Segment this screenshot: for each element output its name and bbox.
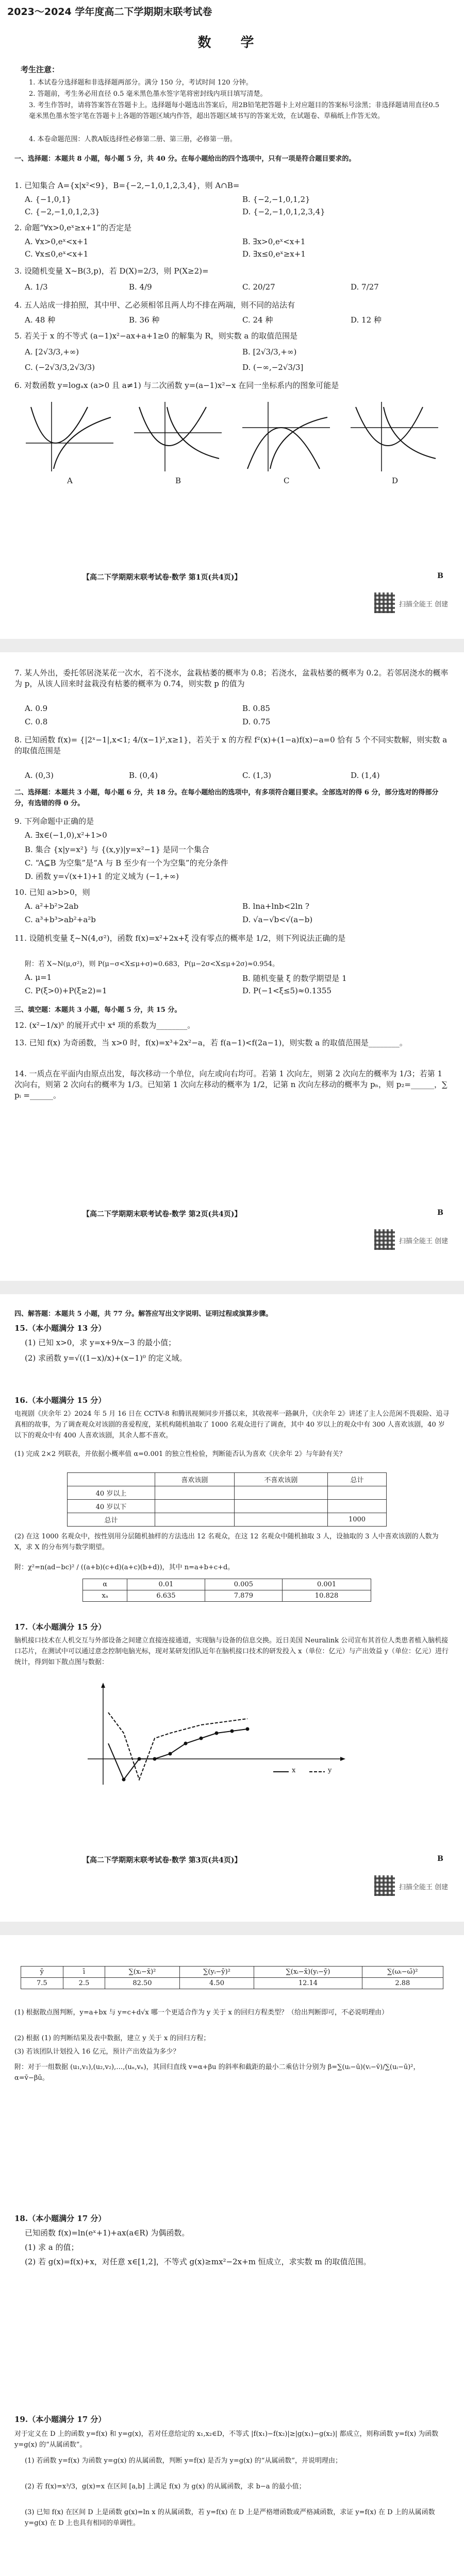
table-cell: 2.5 bbox=[63, 1978, 105, 1989]
exam-page-2 bbox=[0, 652, 464, 1281]
option: B. 4/9 bbox=[129, 282, 152, 292]
scatter-plot bbox=[72, 1682, 351, 1790]
table-header-row bbox=[68, 1473, 387, 1486]
table-header-cell: ȳ bbox=[21, 1967, 63, 1978]
option: C. (1,3) bbox=[242, 771, 272, 780]
question-stem: 14. 一质点在平面内由原点出发，每次移动一个单位，向左或向右均可。若第 1 次向左，则第 2 次向左的概率为 1/3；若第 1 次向右，则第 2 次向右的概率为 1/3。已知第 1 次向左移动的概率为 1/2，记第 n 次向左移动的概率为 pₙ，则 p₂=______，∑ pᵢ =______。 bbox=[14, 1069, 448, 1100]
option: C. {−2,−1,0,1,2,3} bbox=[25, 207, 100, 216]
subject-title: 数 学 bbox=[197, 35, 267, 50]
table-cell bbox=[234, 1513, 327, 1527]
notice-item: 1. 本试卷分选择题和非选择题两部分。满分 150 分，考试时间 120 分钟。 bbox=[29, 79, 253, 87]
page-separator bbox=[0, 1922, 464, 1935]
table-header-cell: ∑(xᵢ−x̄)(yᵢ−ȳ) bbox=[254, 1967, 362, 1978]
option: B. 0.85 bbox=[242, 704, 270, 713]
footer-text: 【高二下学期期末联考试卷·数学 第2页(共4页)】 bbox=[82, 1210, 242, 1218]
table-row bbox=[83, 1590, 371, 1602]
question-part: (2) 在这 1000 名观众中，按性别用分层随机抽样的方法选出 12 名观众，在这 12 名观众中随机抽取 3 人，设抽取的 3 人中喜欢该剧的人数为 X，求 X 的分布列与数学期望。 bbox=[14, 1533, 439, 1551]
option: B. {−2,−1,0,1,2} bbox=[242, 195, 310, 204]
legend-label: y bbox=[328, 1767, 332, 1774]
table-cell: 82.50 bbox=[105, 1978, 180, 1989]
graph-option-b bbox=[129, 397, 227, 474]
question-part: (1) 完成 2×2 列联表，并依据小概率值 α=0.001 的独立性检验，判断能否认为喜欢《庆余年 2》与年龄有关？ bbox=[14, 1450, 346, 1458]
table-cell: 7.5 bbox=[21, 1978, 63, 1989]
question-part: (3) 已知 f(x) 在区间 D 上是函数 g(x)=ln x 的从属函数，若 y=f(x) 在 D 上是严格增函数或严格减函数，求证 y=f(x) 在 D 上的从属函数 y=g(x) 在 D 上也具有相同的单调性。 bbox=[25, 2509, 435, 2527]
option: B. [2√3/3,+∞) bbox=[242, 347, 297, 357]
footer-code: B bbox=[437, 1855, 443, 1863]
option: B. 集合 {x|y=x²} 与 {(x,y)|y=x²−1} 是同一个集合 bbox=[25, 845, 209, 854]
option: A. μ=1 bbox=[25, 973, 52, 982]
question-part: (2) 若 f(x)=x³/3，g(x)=x 在区间 [a,b] 上满足 f(x) 为 g(x) 的从属函数，求 b−a 的最小值； bbox=[25, 2483, 306, 2490]
exam-page-3 bbox=[0, 1294, 464, 1922]
graph-label: D bbox=[392, 476, 399, 485]
option: D. P(−1<ξ≤5)≈0.1355 bbox=[242, 986, 332, 995]
question-paragraph: 电视剧《庆余年 2》2024 年 5 月 16 日在 CCTV-8 和腾讯视频同步开播以来，其收视率一路飙升，《庆余年 2》讲述了主人公范闲不畏艰险、追寻真相的故事，为了调查观众对该剧的喜爱程度，某机构随机抽取了 1000 名观众进行了调查，其中 40 岁以上的观众中有 300 人喜欢该剧，40 岁以下的观众中有 400 人喜欢该剧，其余人都不喜欢。 bbox=[14, 1410, 450, 1439]
scanner-watermark bbox=[374, 1229, 457, 1250]
question-stem: 11. 设随机变量 ξ~N(4,σ²)，函数 f(x)=x²+2x+ξ 没有零点的概率是 1/2，则下列说法正确的是 bbox=[14, 934, 346, 943]
question-stem: 6. 对数函数 y=logₐx (a>0 且 a≠1) 与二次函数 y=(a−1)x²−x 在同一坐标系内的图象可能是 bbox=[14, 381, 339, 390]
formula-note: 附：对于一组数据 (u₁,v₁),(u₂,v₂),…,(uₙ,vₙ)，其回归直线 v=α+βu 的斜率和截距的最小二乘估计分别为 β=∑(uᵢ−ū)(vᵢ−v̄)/∑(uᵢ−ū)²，α=v̄−βū。 bbox=[14, 2063, 420, 2082]
question-stem: 8. 已知函数 f(x)= {|2ˣ−1|,x<1; 4/(x−1)²,x≥1}，若关于 x 的方程 f²(x)+(1−a)f(x)−a=0 恰有 5 个不同实数解，则实数 a 的取值范围是 bbox=[14, 735, 448, 755]
option: D. 7/27 bbox=[351, 282, 379, 292]
question-part: (3) 若该团队计划投入 16 亿元，预计产出效益为多少？ bbox=[14, 2048, 180, 2056]
option: A. [2√3/3,+∞) bbox=[25, 347, 79, 357]
section-heading: 一、选择题：本题共 8 小题，每小题 5 分，共 40 分。在每小题给出的四个选项中，只有一项是符合题目要求的。 bbox=[14, 155, 356, 163]
table-cell: 7.879 bbox=[205, 1590, 282, 1602]
option: C. 20/27 bbox=[242, 282, 275, 292]
table-header-cell bbox=[68, 1473, 155, 1486]
question-hint: 附：若 X~N(μ,σ²)，则 P(μ−σ<X≤μ+σ)≈0.683，P(μ−2σ<X≤μ+2σ)≈0.954。 bbox=[25, 960, 279, 968]
table-header-cell: 0.001 bbox=[283, 1579, 371, 1590]
option: C. ∀x≤0,eˣ<x+1 bbox=[25, 249, 89, 259]
question-stem: 1. 已知集合 A={x|x²<9}，B={−2,−1,0,1,2,3,4}，则 A∩B= bbox=[14, 181, 240, 190]
question-stem: 已知函数 f(x)=ln(eˣ+1)+ax(a∈R) 为偶函数。 bbox=[25, 2228, 190, 2238]
option: D. (1,4) bbox=[351, 771, 380, 780]
statistics-table bbox=[21, 1966, 443, 1989]
table-cell: 40 岁以上 bbox=[68, 1486, 155, 1500]
legend-label: x bbox=[292, 1767, 296, 1774]
question-stem: 2. 命题“∀x>0,eˣ≥x+1”的否定是 bbox=[14, 223, 132, 232]
footer-code: B bbox=[437, 1209, 443, 1217]
option: A. ∀x>0,eˣ<x+1 bbox=[25, 237, 89, 246]
option: D. (−∞,−2√3/3] bbox=[242, 363, 304, 372]
table-header-cell: ∑(xᵢ−x̄)² bbox=[105, 1967, 180, 1978]
option: A. (0,3) bbox=[25, 771, 54, 780]
qr-code-icon bbox=[374, 592, 395, 613]
section-heading: 四、解答题：本题共 5 小题，共 77 分。解答应写出文字说明、证明过程或演算步骤。 bbox=[14, 1310, 273, 1318]
graph-option-a bbox=[21, 397, 119, 474]
critical-value-table bbox=[82, 1579, 371, 1602]
option: C. a³+b³>ab²+a²b bbox=[25, 915, 96, 924]
exam-title: 2023～2024 学年度高二下学期期末联考试卷 bbox=[7, 6, 212, 18]
option: B. ∃x>0,eˣ<x+1 bbox=[242, 237, 306, 246]
question-stem: 9. 下列命题中正确的是 bbox=[14, 817, 94, 826]
section-heading: 二、选择题：本题共 3 小题，每小题 6 分，共 18 分。在每小题给出的选项中，有多项符合题目要求。全部选对的得 6 分，部分选对的得部分分，有选错的得 0 分。 bbox=[14, 789, 439, 807]
question-title: 19.（本小题满分 17 分） bbox=[14, 2415, 106, 2424]
option: A. 48 种 bbox=[25, 315, 56, 325]
contingency-table bbox=[67, 1472, 387, 1527]
table-header-cell: ∑(ωᵢ−ω̄)² bbox=[362, 1967, 443, 1978]
graph-label: B bbox=[175, 476, 181, 485]
question-stem: 4. 五人站成一排拍照，其中甲、乙必须相邻且两人均不排在两端，则不同的站法有 bbox=[14, 300, 295, 310]
question-title: 18.（本小题满分 17 分） bbox=[14, 2214, 106, 2223]
question-paragraph: 脑机接口技术在人机交互与外部设备之间建立直接连接通道，实现脑与设备的信息交换。近日美国 Neuralink 公司宣布其首位人类患者植入脑机接口芯片，在测试中可以通过意念控制电脑光标，现对某研发团队近年在脑机接口技术的研发投入 x（单位：亿元）与产出效益 y（单位：亿元）进行统计，得到如下散点图与数据： bbox=[14, 1637, 449, 1666]
page-separator bbox=[0, 1281, 464, 1294]
question-stem: 7. 某人外出，委托邻居浇某花一次水，若不浇水，盆栽枯萎的概率为 0.8；若浇水，盆栽枯萎的概率为 0.2。若邻居浇水的概率为 p，从该人回来时盆栽没有枯萎的概率为 0.74，则实数 p 的值为 bbox=[14, 668, 449, 688]
question-part: (2) 根据 (1) 的判断结果及表中数据，建立 y 关于 x 的回归方程； bbox=[14, 2035, 210, 2042]
option: A. 0.9 bbox=[25, 704, 48, 713]
exam-page-1 bbox=[0, 0, 464, 639]
notice-heading: 考生注意： bbox=[21, 65, 60, 74]
table-header-cell: ∑(yᵢ−ȳ)² bbox=[179, 1967, 254, 1978]
question-stem: 13. 已知 f(x) 为奇函数，当 x>0 时，f(x)=x³+2x²−a，若 f(a−1)<f(2a−1)，则实数 a 的取值范围是________。 bbox=[14, 1038, 407, 1047]
notice-item: 2. 答题前，考生务必用直径 0.5 毫米黑色墨水签字笔将密封线内项目填写清楚。 bbox=[29, 90, 267, 98]
table-header-cell: 不喜欢该剧 bbox=[234, 1473, 327, 1486]
question-stem: 对于定义在 D 上的函数 y=f(x) 和 y=g(x)，若对任意给定的 x₁,x₂∈D，不等式 |f(x₁)−f(x₂)|≥|g(x₁)−g(x₂)| 都成立，则称函数 y=f(x) 为函数 y=g(x) 的“从属函数”。 bbox=[14, 2430, 439, 2449]
section-heading: 三、填空题：本题共 3 小题，每小题 5 分，共 15 分。 bbox=[14, 1006, 181, 1014]
option: A. a²+b²>2ab bbox=[25, 902, 79, 911]
table-cell bbox=[155, 1513, 234, 1527]
table-header-cell: α bbox=[83, 1579, 127, 1590]
question-stem: 12. (x²−1/x)⁵ 的展开式中 x⁴ 项的系数为________。 bbox=[14, 1021, 195, 1030]
table-cell: 6.635 bbox=[127, 1590, 205, 1602]
question-part: (2) 求函数 y=√((1−x)/x)+(x−1)⁰ 的定义域。 bbox=[25, 1353, 187, 1363]
table-cell: 4.50 bbox=[179, 1978, 254, 1989]
scanner-label: 扫描全能王 创建 bbox=[399, 601, 449, 608]
graph-label: C bbox=[284, 476, 290, 485]
table-header-cell: 0.01 bbox=[127, 1579, 205, 1590]
question-part: (1) 若函数 y=f(x) 为函数 y=g(x) 的从属函数，判断 y=f(x) 是否为 y=g(x) 的“从属函数”，并说明理由； bbox=[25, 2457, 342, 2465]
table-header-cell: 总计 bbox=[328, 1473, 387, 1486]
option: C. P(ξ>0)+P(ξ≥2)=1 bbox=[25, 986, 107, 995]
option: D. √a−√b<√(a−b) bbox=[242, 915, 313, 924]
footer-code: B bbox=[437, 572, 443, 580]
footer-text: 【高二下学期期末联考试卷·数学 第3页(共4页)】 bbox=[82, 1856, 242, 1865]
option: D. ∃x≤0,eˣ≥x+1 bbox=[242, 249, 306, 259]
table-header-row bbox=[83, 1579, 371, 1590]
scanner-label: 扫描全能王 创建 bbox=[399, 1884, 449, 1891]
option: D. {−2,−1,0,1,2,3,4} bbox=[242, 207, 325, 216]
table-row bbox=[68, 1500, 387, 1513]
option: A. 1/3 bbox=[25, 282, 48, 292]
option: D. 12 种 bbox=[351, 315, 382, 325]
scanner-watermark bbox=[374, 592, 457, 613]
graph-option-c bbox=[237, 397, 335, 474]
option: C. (−2√3/3,2√3/3) bbox=[25, 363, 95, 372]
table-row bbox=[21, 1978, 443, 1989]
question-part: (1) 求 a 的值； bbox=[25, 2243, 79, 2252]
table-cell: 40 岁以下 bbox=[68, 1500, 155, 1513]
notice-item: 4. 本卷命题范围：人教A版选择性必修第二册、第三册，必修第一册。 bbox=[29, 135, 237, 143]
exam-page-4 bbox=[0, 1935, 464, 2576]
table-header-cell: ī bbox=[63, 1967, 105, 1978]
question-title: 16.（本小题满分 15 分） bbox=[14, 1396, 106, 1405]
page-separator bbox=[0, 639, 464, 652]
table-header-cell: 喜欢该剧 bbox=[155, 1473, 234, 1486]
table-cell: 10.828 bbox=[283, 1590, 371, 1602]
notice-item: 3. 考生作答时，请将答案答在答题卡上。选择题每小题选出答案后，用2B铅笔把答题卡上对应题目的答案标号涂黑；非选择题请用直径0.5毫米黑色墨水签字笔在答题卡上各题的答题区域内作答，超出答题区域书写的答案无效，在试题卷、草稿纸上作答无效。 bbox=[29, 101, 440, 120]
question-part: (1) 根据散点图判断，y=a+bx 与 y=c+d√x 哪一个更适合作为 y 关于 x 的回归方程类型？（给出判断即可，不必说明理由） bbox=[14, 2009, 389, 2016]
table-header-cell: 0.005 bbox=[205, 1579, 282, 1590]
option: A. ∃x∈(−1,0),x²+1>0 bbox=[25, 831, 107, 840]
table-cell bbox=[328, 1500, 387, 1513]
footer-text: 【高二下学期期末联考试卷·数学 第1页(共4页)】 bbox=[82, 573, 242, 582]
qr-code-icon bbox=[374, 1875, 395, 1896]
option: B. 36 种 bbox=[129, 315, 160, 325]
table-cell bbox=[155, 1500, 234, 1513]
qr-code-icon bbox=[374, 1229, 395, 1250]
table-cell bbox=[234, 1486, 327, 1500]
option: C. “A⊆B 为空集”是“A 与 B 至少有一个为空集”的充分条件 bbox=[25, 858, 228, 868]
table-cell: 1000 bbox=[328, 1513, 387, 1527]
table-header-row bbox=[21, 1967, 443, 1978]
question-stem: 10. 已知 a>b>0，则 bbox=[14, 888, 90, 897]
question-title: 17.（本小题满分 15 分） bbox=[14, 1622, 106, 1632]
table-cell bbox=[234, 1500, 327, 1513]
option: A. {−1,0,1} bbox=[25, 195, 72, 204]
question-stem: 5. 若关于 x 的不等式 (a−1)x²−ax+a+1≥0 的解集为 R，则实数 a 的取值范围是 bbox=[14, 331, 298, 341]
option: B. 随机变量 ξ 的数学期望是 1 bbox=[242, 974, 347, 983]
option: B. (0,4) bbox=[129, 771, 158, 780]
table-row bbox=[68, 1513, 387, 1527]
question-title: 15.（本小题满分 13 分） bbox=[14, 1324, 106, 1333]
option: C. 0.8 bbox=[25, 717, 48, 726]
graph-option-d bbox=[345, 397, 443, 474]
scanner-watermark bbox=[374, 1875, 457, 1896]
table-row bbox=[68, 1486, 387, 1500]
page-header bbox=[0, 0, 464, 20]
graph-label: A bbox=[67, 476, 73, 485]
scanner-label: 扫描全能王 创建 bbox=[399, 1238, 449, 1245]
table-cell: xₐ bbox=[83, 1590, 127, 1602]
table-cell: 12.14 bbox=[254, 1978, 362, 1989]
question-part: (2) 若 g(x)=f(x)+x，对任意 x∈[1,2]，不等式 g(x)≥mx²−2x+m 恒成立，求实数 m 的取值范围。 bbox=[25, 2257, 371, 2266]
question-stem: 3. 设随机变量 X~B(3,p)，若 D(X)=2/3，则 P(X≥2)= bbox=[14, 266, 209, 276]
table-cell: 总计 bbox=[68, 1513, 155, 1527]
option: D. 0.75 bbox=[242, 717, 271, 726]
option: B. lna+lnb<2ln ? bbox=[242, 902, 309, 911]
table-cell: 2.88 bbox=[362, 1978, 443, 1989]
option: C. 24 种 bbox=[242, 315, 273, 325]
question-part: (1) 已知 x>0，求 y=x+9/x−3 的最小值； bbox=[25, 1338, 176, 1347]
table-cell bbox=[155, 1486, 234, 1500]
table-cell bbox=[328, 1486, 387, 1500]
formula-note: 附：χ²=n(ad−bc)² / ((a+b)(c+d)(a+c)(b+d))，其中 n=a+b+c+d。 bbox=[14, 1564, 235, 1571]
option: D. 函数 y=√(x+1)+1 的定义域为 (−1,+∞) bbox=[25, 872, 179, 881]
